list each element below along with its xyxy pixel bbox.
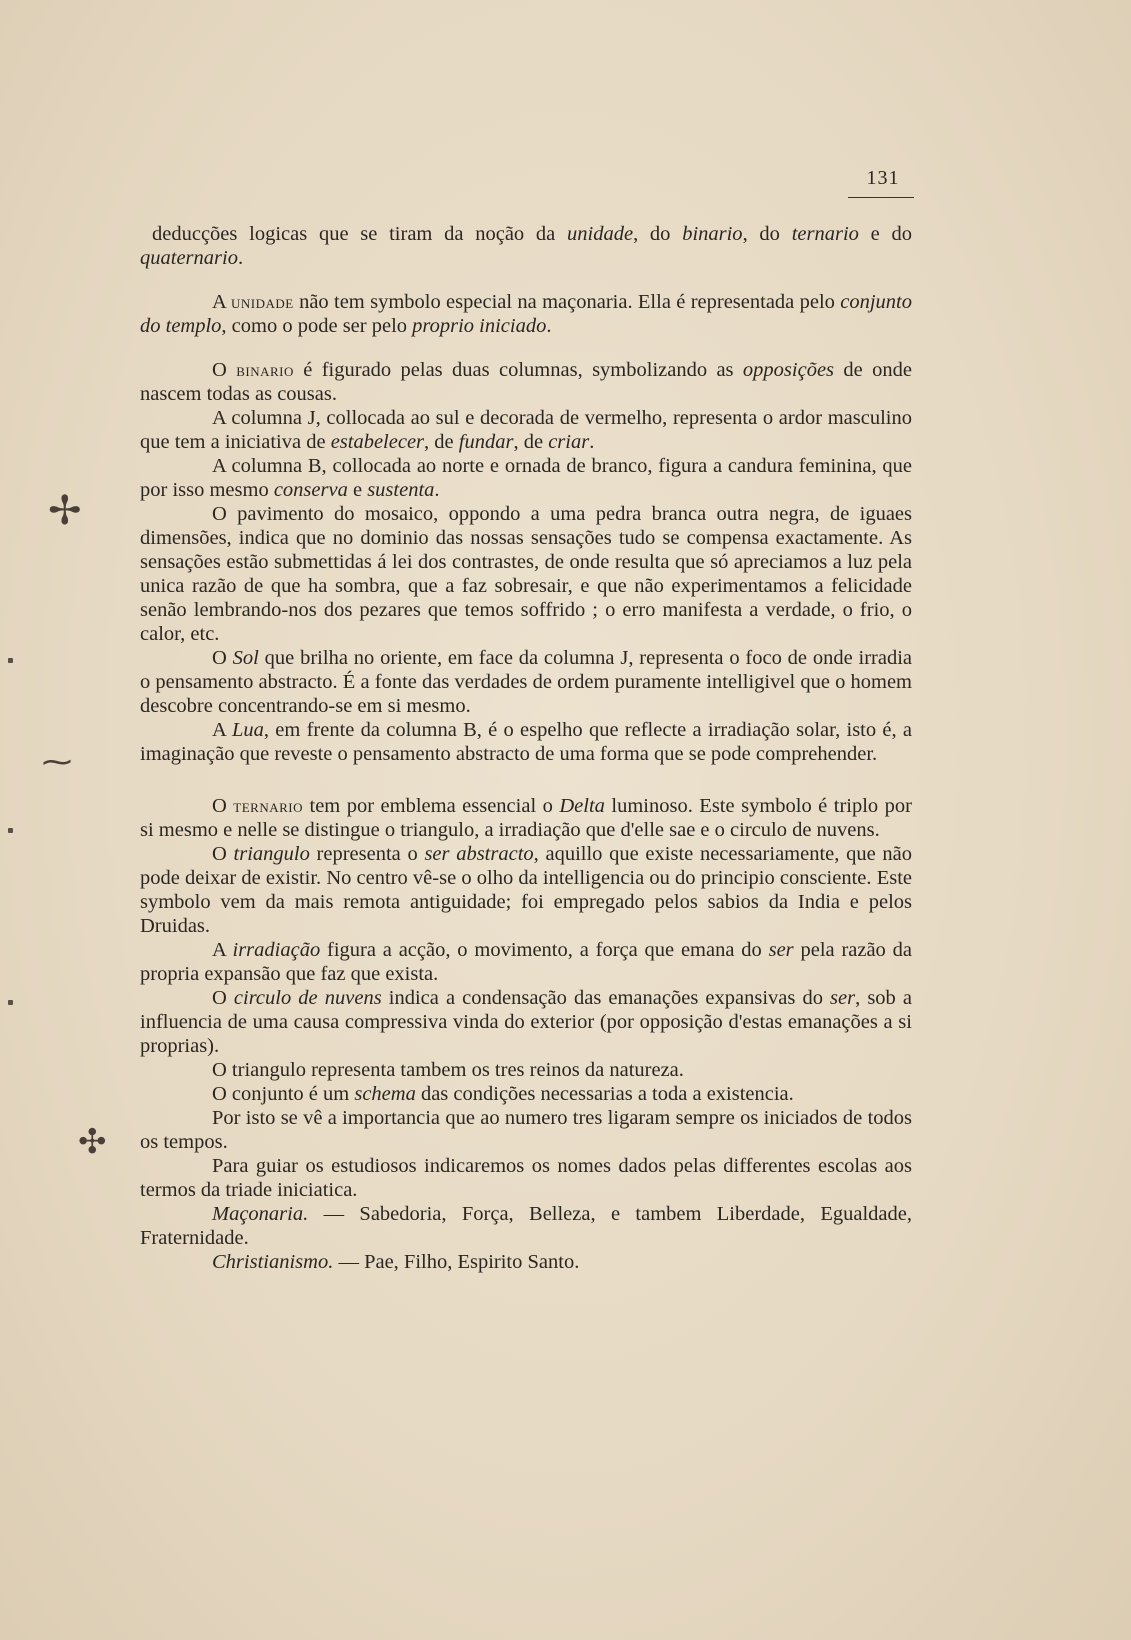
body-text (140, 222, 912, 1274)
text-run: pela razão da propria expansão que faz que exista. (140, 939, 912, 985)
paragraph (140, 938, 912, 986)
italic-term: unidade (567, 223, 634, 245)
text-run: O (212, 359, 237, 381)
paragraph (140, 1154, 912, 1202)
italic-term: proprio iniciado (412, 315, 547, 337)
page-number: 131 (866, 167, 900, 189)
paragraph (140, 1082, 912, 1106)
italic-term: criar (548, 431, 590, 453)
text-run: e (347, 479, 368, 501)
paragraph (140, 222, 912, 270)
binding-hole (8, 658, 13, 663)
italic-term: ser abstracto (424, 843, 534, 865)
text-run: — Sabedoria, Força, Belleza, e tambem Liberdade, Egualdade, Fraternidade. (140, 1203, 912, 1249)
text-run: Por isto se vê a importancia que ao numero tres ligaram sempre os iniciados de todos os tempos. (140, 1107, 912, 1153)
italic-term: fundar (458, 431, 514, 453)
text-run: — Pae, Filho, Espirito Santo. (333, 1251, 580, 1273)
italic-term: Christianismo. (212, 1251, 334, 1273)
paragraph (140, 1058, 912, 1082)
text-run: figura a acção, o movimento, a força que emana do (320, 939, 769, 961)
binding-hole (8, 828, 13, 833)
text-run: não tem symbolo especial na maçonaria. Ella é representada pelo (293, 291, 841, 313)
paragraph (140, 1250, 912, 1274)
text-run: . (434, 479, 440, 501)
small-caps-term: binario (236, 360, 294, 380)
paragraph (140, 646, 912, 718)
text-run: . (589, 431, 595, 453)
paragraph (140, 358, 912, 406)
text-run: . (237, 247, 244, 269)
text-run: O (212, 795, 234, 817)
text-run: O pavimento do mosaico, oppondo a uma pedra branca outra negra, de iguaes dimensões, indica que no dominio das nossas sensações tudo se compensa exactamente. As sensações estão submettidas á lei dos contrastes, de onde resulta que só apreciamos a luz pela unica razão de que ha sombra, que a faz sobresair, e que não experimentamos a felicidade senão lembrando-nos dos pezares que temos soffrido ; o erro manifesta a verdade, o frio, o calor, etc. (140, 503, 912, 645)
text-run: , de (424, 431, 459, 453)
paragraph (140, 842, 912, 938)
text-run: representa o (309, 843, 425, 865)
text-run: , em frente da columna B, é o espelho que reflecte a irradiação solar, isto é, a imaginação que reveste o pensamento abstracto de uma forma que se pode comprehender. (140, 719, 912, 765)
italic-term: conjunto do templo (140, 291, 912, 337)
text-run: de onde nascem todas as cousas. (140, 359, 912, 405)
paragraph (140, 406, 912, 454)
italic-term: conserva (273, 479, 348, 501)
text-run: A columna J, collocada ao sul e decorada de vermelho, representa o ardor masculino que tem a iniciativa de (140, 407, 912, 453)
paragraph (140, 454, 912, 502)
text-run: , de (513, 431, 549, 453)
text-run: e do (858, 223, 912, 245)
page-number-rule (848, 197, 914, 198)
italic-term: triangulo (233, 843, 310, 865)
text-run: O (212, 647, 233, 669)
paragraph (140, 290, 912, 338)
italic-term: schema (354, 1083, 416, 1105)
italic-term: ser (830, 987, 856, 1009)
text-run: , do (633, 223, 683, 245)
text-run: , do (742, 223, 792, 245)
text-run: A columna B, collocada ao norte e ornada de branco, figura a candura feminina, que por isso mesmo (140, 455, 912, 501)
italic-term: Maçonaria. (212, 1203, 309, 1225)
text-run: O triangulo representa tambem os tres reinos da natureza. (212, 1059, 684, 1081)
paragraph (140, 986, 912, 1058)
italic-term: ser (768, 939, 794, 961)
binding-thread-mark-icon: ⁓ (42, 745, 72, 780)
paragraph (140, 794, 912, 842)
text-run: . (546, 315, 552, 337)
binding-thread-mark-icon: ✣ (78, 1122, 107, 1162)
italic-term: binario (682, 223, 743, 245)
text-run: das condições necessarias a toda a existencia. (415, 1083, 794, 1105)
text-run: A (212, 939, 233, 961)
text-run: tem por emblema essencial o (303, 795, 560, 817)
paragraph (140, 718, 912, 766)
text-run: , aquillo que existe necessariamente, que não pode deixar de existir. No centro vê-se o olho da intelligencia ou do principio consciente. Este symbolo vem da mais remota antiguidade; foi empregado pelos sabios da India e pelos Druidas. (140, 843, 912, 937)
italic-term: quaternario (140, 247, 238, 269)
text-run: deducções logicas que se tiram da noção da (152, 223, 568, 245)
italic-term: Lua (231, 719, 264, 741)
italic-term: opposições (742, 359, 835, 381)
text-run: A (212, 291, 232, 313)
binding-hole (8, 1000, 13, 1005)
italic-term: irradiação (232, 939, 321, 961)
binding-thread-mark-icon: ✢ (48, 488, 82, 534)
paragraph (140, 502, 912, 646)
text-run: que brilha no oriente, em face da columna J, representa o foco de onde irradia o pensamento abstracto. É a fonte das verdades de ordem puramente intelligivel que o homem descobre concentrando-se em si mesmo. (140, 647, 912, 717)
text-run: , como o pode ser pelo (221, 315, 413, 337)
text-run: luminoso. Este symbolo é triplo por si mesmo e nelle se distingue o triangulo, a irradiação que d'elle sae e o circulo de nuvens. (140, 795, 912, 841)
small-caps-term: unidade (231, 292, 294, 312)
text-run: Para guiar os estudiosos indicaremos os nomes dados pelas differentes escolas aos termos da triade iniciatica. (140, 1155, 912, 1201)
small-caps-term: ternario (233, 796, 304, 816)
text-run: O (212, 843, 234, 865)
italic-term: estabelecer (330, 431, 425, 453)
paragraph (140, 1106, 912, 1154)
text-run: O (212, 987, 234, 1009)
italic-term: ternario (791, 223, 859, 245)
text-run: indica a condensação das emanações expansivas do (381, 987, 831, 1009)
text-run: é figurado pelas duas columnas, symbolizando as (293, 359, 743, 381)
text-run: A (212, 719, 232, 741)
italic-term: Sol (232, 647, 259, 669)
text-run: , sob a influencia de uma causa compressiva vinda do exterior (por opposição d'estas emanações a si proprias). (140, 987, 912, 1057)
italic-term: sustenta (367, 479, 435, 501)
italic-term: Delta (559, 795, 605, 817)
italic-term: circulo de nuvens (233, 987, 382, 1009)
paragraph (140, 1202, 912, 1250)
text-run: O conjunto é um (212, 1083, 355, 1105)
